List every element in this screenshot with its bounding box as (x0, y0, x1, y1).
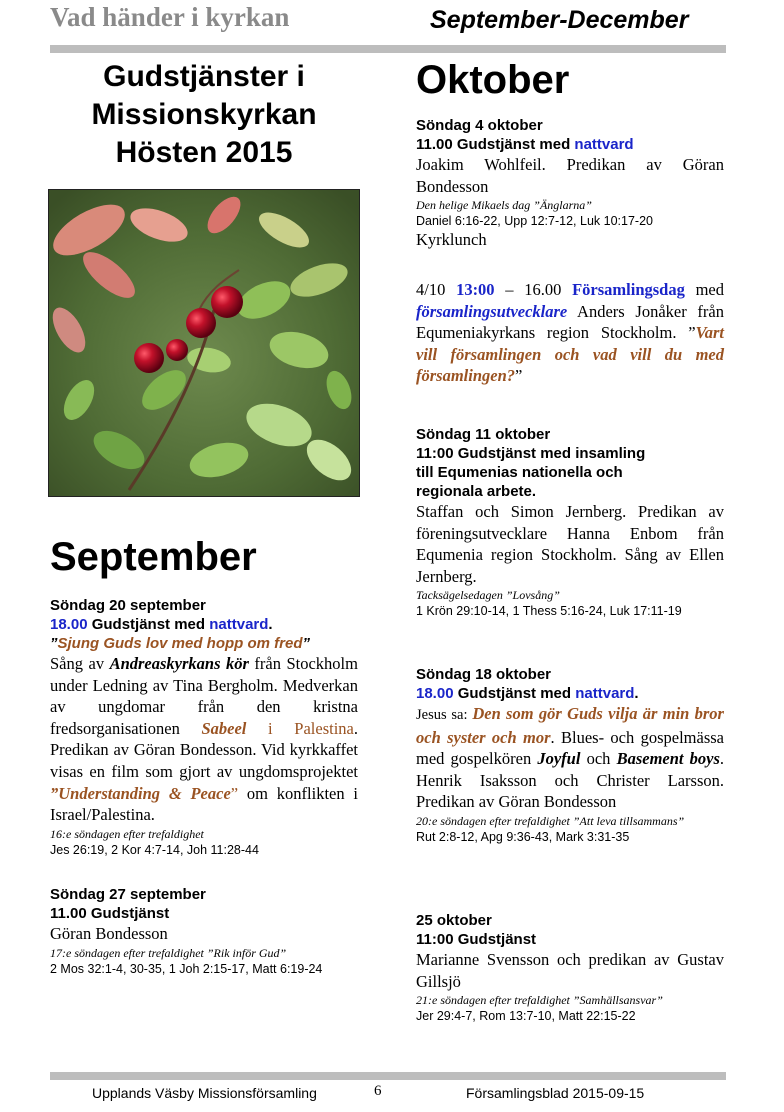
month-heading-oktober: Oktober (416, 58, 570, 102)
desc-part: . Predikan av Göran Bondesson. Vid kyrkkaffet visas en film som gjort av ungdomsprojektet (50, 718, 358, 781)
desc-part: Anders Jonåker från Equmeniakyrkans region Stockholm. ” (416, 301, 724, 343)
event-dot: . (268, 616, 273, 633)
page-title (50, 58, 358, 172)
event-time-line (50, 615, 358, 634)
header-section-title: Vad händer i kyrkan (50, 2, 290, 32)
event-dot: . (634, 685, 639, 702)
liturgical-day: Den helige Mikaels dag ”Änglarna” (416, 198, 592, 213)
event-day: Söndag 20 september (50, 597, 206, 614)
event-extra: Kyrklunch (416, 230, 487, 250)
liturgical-day: 20:e söndagen efter trefaldighet ”Att leva tillsammans” (416, 813, 685, 828)
desc-part: med (684, 280, 724, 299)
choir-name: Joyful (537, 749, 581, 769)
event-day: Söndag 4 oktober (416, 117, 543, 134)
desc-part: . Henrik Isaksson och Christer Larsson. Predikan av Göran Bondesson (416, 749, 724, 812)
event-description: Joakim Wohlfeil. Predikan av Göran Bondesson (416, 155, 724, 196)
nattvard-label: nattvard (209, 616, 269, 633)
event-time: 11:00 Gudstjänst (416, 931, 537, 948)
event-service: Gudstjänst med (87, 616, 210, 633)
title-line-2: Missionskyrkan (91, 98, 317, 131)
event-time: 11:00 Gudstjänst med insamling (416, 445, 646, 462)
desc-part: i (246, 718, 295, 738)
country-name: Palestina (294, 718, 354, 738)
desc-part: Jesus sa: (416, 707, 473, 723)
desc-part: om konflikten i Israel/Palestina. (50, 783, 358, 825)
title-line-3: Hösten 2015 (115, 136, 293, 169)
event-time: 13:00 (456, 280, 495, 299)
bible-refs: 1 Krön 29:10-14, 1 Thess 5:16-24, Luk 17:11-19 (416, 604, 682, 619)
nattvard-label: nattvard (575, 685, 635, 702)
liturgical-day: 16:e söndagen efter trefaldighet (50, 826, 204, 841)
event-purpose-2: regionala arbete. (416, 483, 537, 500)
event-description: Göran Bondesson (50, 924, 168, 943)
event-sept-20 (50, 596, 358, 858)
event-description (416, 703, 724, 813)
quote-close: ” (302, 635, 311, 652)
bible-refs: 2 Mos 32:1-4, 30-35, 1 Joh 2:15-17, Matt 6:19-24 (50, 961, 323, 976)
band-name: Basement boys (616, 749, 720, 769)
bible-refs: Jer 29:4-7, Rom 13:7-10, Matt 22:15-22 (416, 1009, 636, 1024)
quote-open: ” (50, 635, 58, 652)
event-time-line (416, 135, 724, 154)
header-period: September-December (430, 6, 689, 34)
bible-refs: Jes 26:19, 2 Kor 4:7-14, Joh 11:28-44 (50, 842, 259, 857)
event-time: 11.00 Gudstjänst med (416, 136, 575, 153)
header-divider (50, 45, 726, 53)
event-theme (50, 634, 358, 653)
photo-illustration (49, 190, 359, 496)
event-sept-27 (50, 885, 358, 977)
event-day: Söndag 18 oktober (416, 666, 552, 683)
title-line-1: Gudstjänster i (103, 60, 305, 93)
event-day: 25 oktober (416, 912, 492, 929)
event-description (50, 653, 358, 826)
liturgical-day: Tacksägelsedagen ”Lovsång” (416, 588, 560, 603)
event-okt-11 (416, 425, 724, 619)
event-okt-4-forsamlingsdag (416, 279, 724, 387)
event-description: Marianne Svensson och predikan av Gustav Gillsjö (416, 950, 724, 991)
footer-organization: Upplands Väsby Missionsförsamling (92, 1085, 317, 1101)
event-time: 18.00 (50, 616, 88, 633)
event-okt-25 (416, 911, 724, 1024)
desc-part: och (580, 749, 617, 769)
event-service: Gudstjänst med (453, 685, 576, 702)
event-day: Söndag 11 oktober (416, 426, 551, 443)
film-title: ”Understanding & Peace (50, 783, 231, 803)
desc-part: . Blues- och gospelmässa med gospelkören (416, 727, 724, 769)
month-heading-september: September (50, 535, 257, 579)
bible-quote: Den som gör Guds vilja är min bror och syster och mor (416, 704, 724, 747)
event-title: Församlingsdag (572, 280, 685, 299)
event-time-line (416, 684, 724, 703)
desc-part: ” (230, 783, 239, 803)
event-description: Staffan och Simon Jernberg. Predikan av föreningsutvecklare Hanna Enbom från Equmenia region Stockholm. Sång av Ellen Jernberg. (416, 502, 724, 586)
lingonberry-photo (48, 189, 360, 497)
choir-name: Andreaskyrkans kör (109, 654, 249, 673)
desc-part: 4/10 (416, 280, 457, 299)
bible-refs: Daniel 6:16-22, Upp 12:7-12, Luk 10:17-20 (416, 214, 653, 229)
event-time: 18.00 (416, 685, 454, 702)
role-label: församlingsutvecklare (416, 301, 568, 321)
desc-part: – 16.00 (494, 280, 573, 299)
event-question: Vart vill församlingen och vad vill du med församlingen? (416, 323, 724, 386)
desc-part: Sång av (50, 654, 110, 673)
event-okt-18 (416, 665, 724, 845)
event-okt-4 (416, 116, 724, 251)
event-day: Söndag 27 september (50, 886, 206, 903)
org-name: Sabeel (201, 718, 247, 738)
bible-refs: Rut 2:8-12, Apg 9:36-43, Mark 3:31-35 (416, 829, 630, 844)
desc-part: ” (515, 366, 523, 386)
event-purpose-1: till Equmenias nationella och (416, 464, 623, 481)
page-number: 6 (374, 1083, 382, 1099)
footer-publication: Församlingsblad 2015-09-15 (466, 1085, 645, 1101)
liturgical-day: 21:e söndagen efter trefaldighet ”Samhällsansvar” (416, 993, 663, 1008)
footer-divider (50, 1072, 726, 1080)
nattvard-label: nattvard (574, 136, 634, 153)
event-theme-text: Sjung Guds lov med hopp om fred (57, 635, 303, 652)
liturgical-day: 17:e söndagen efter trefaldighet ”Rik inför Gud” (50, 945, 287, 960)
desc-part: från Stockholm under Ledning av Tina Bergholm. Medverkan av ungdomar från den kristna fredsorganisationen (50, 654, 358, 738)
event-time: 11.00 Gudstjänst (50, 905, 170, 922)
